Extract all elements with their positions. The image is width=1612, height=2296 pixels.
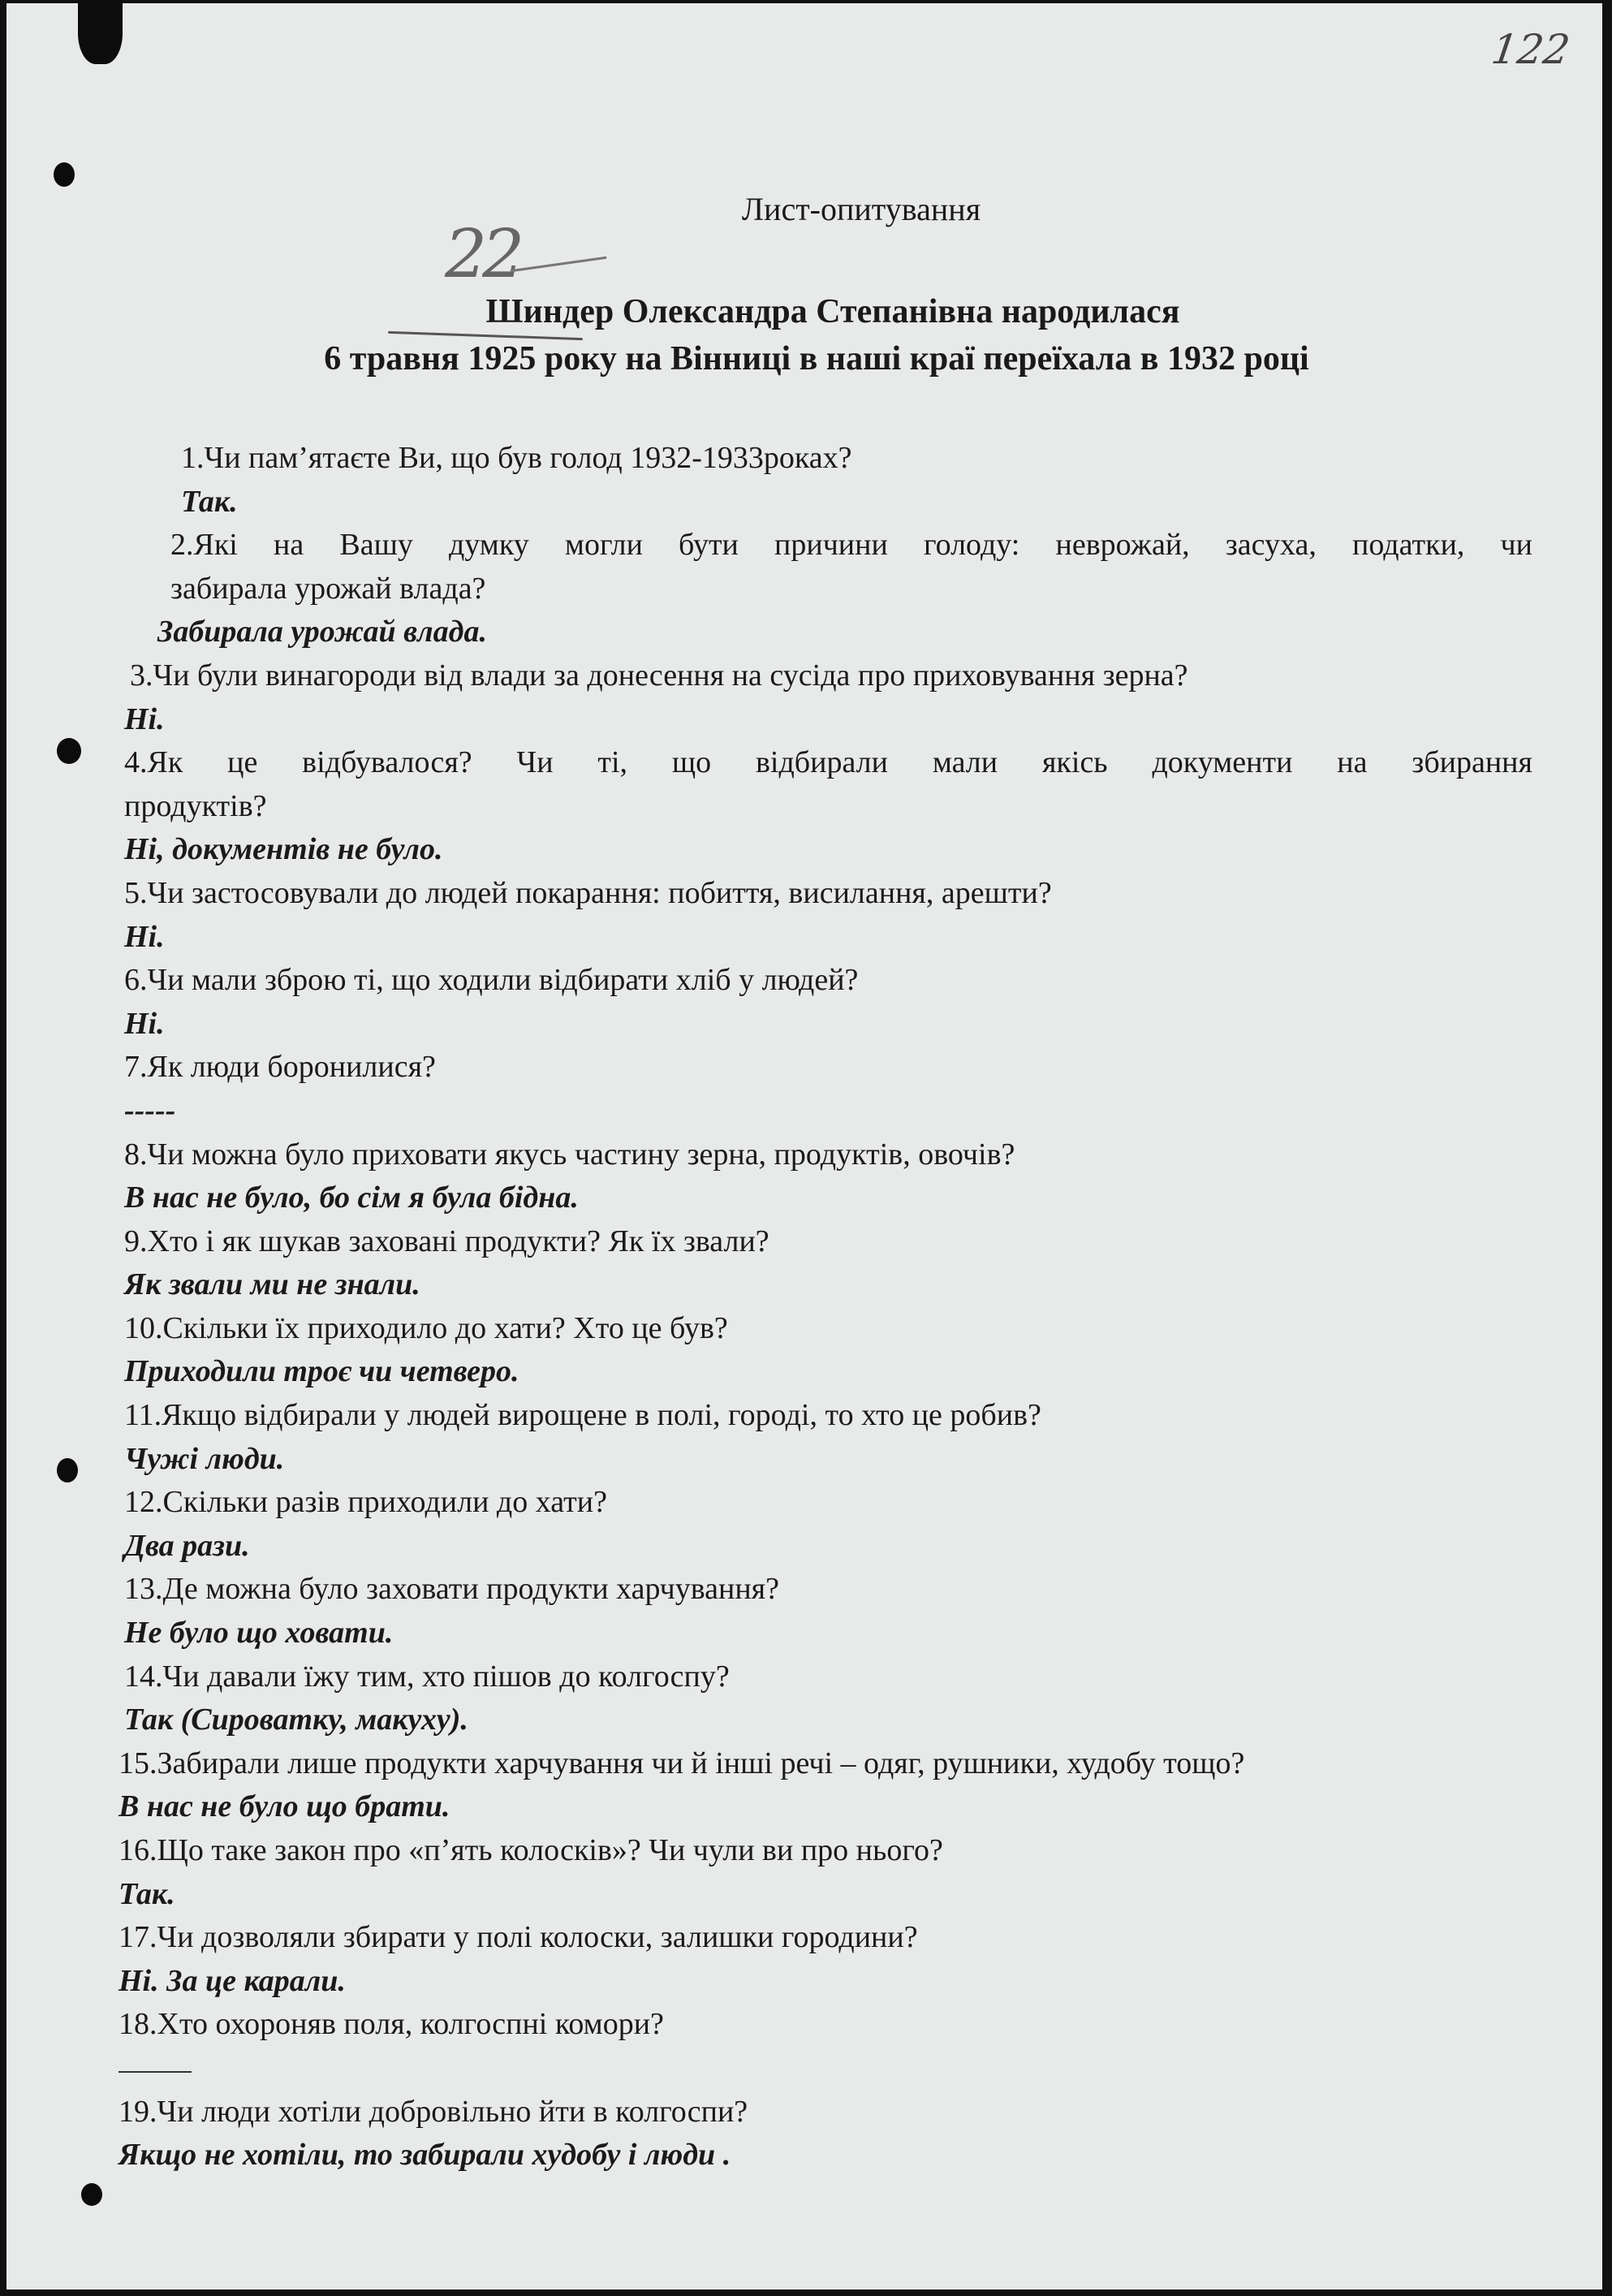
answer: Так (Сироватку, макуху). — [124, 1703, 468, 1737]
question: 15.Забирали лише продукти харчування чи й інші речі – одяг, рушники, худобу тощо? — [119, 1746, 1245, 1780]
question: 2.Які на Вашу думку могли бути причини голоду: неврожай, засуха, податки, чи — [170, 528, 1532, 563]
question: 18.Хто охороняв поля, колгоспні комори? — [119, 2007, 664, 2042]
answer: Так. — [119, 1876, 175, 1911]
question: 1.Чи пам’ятаєте Ви, що був голод 1932-1933роках? — [181, 441, 852, 475]
question-cont: забирала урожай влада? — [170, 571, 486, 606]
punch-hole — [54, 162, 75, 187]
question: 19.Чи люди хотіли добровільно йти в колгоспи? — [119, 2094, 748, 2129]
answer: Два рази. — [124, 1528, 250, 1563]
question: 12.Скільки разів приходили до хати? — [124, 1485, 607, 1520]
answer-blank — [6, 2047, 1532, 2091]
answer: Ні. — [124, 919, 165, 954]
respondent-name: Шиндер Олександра Степанівна народилася — [485, 293, 1180, 330]
question: 14.Чи давали їжу тим, хто пішов до колгоспу? — [124, 1659, 730, 1694]
document-page — [6, 3, 1602, 2290]
handwritten-number: 22 — [445, 216, 520, 293]
answer: Чужі люди. — [124, 1441, 285, 1476]
question: 11.Якщо відбирали у людей вирощене в полі, городі, то хто це робив? — [124, 1398, 1041, 1433]
respondent-bio: 6 травня 1925 року на Вінниці в наші краї переїхала в 1932 році — [324, 340, 1309, 378]
punch-hole — [81, 2183, 102, 2206]
question: 5.Чи застосовували до людей покарання: побиття, висилання, арешти? — [124, 875, 1052, 910]
question: 8.Чи можна було приховати якусь частину зерна, продуктів, овочів? — [124, 1137, 1015, 1172]
question: 17.Чи дозволяли збирати у полі колоски, залишки городини? — [119, 1920, 918, 1955]
question-cont: продуктів? — [124, 788, 267, 823]
blank-line — [119, 2047, 192, 2073]
page-number-handwritten: 122 — [1488, 26, 1573, 73]
answer: Ні. — [124, 701, 165, 736]
question: 3.Чи були винагороди від влади за донесення на сусіда про приховування зерна? — [130, 658, 1188, 693]
question: 9.Хто і як шукав заховані продукти? Як їх звали? — [124, 1224, 769, 1258]
answer: ----- — [124, 1093, 176, 1128]
document-title: Лист-опитування — [741, 191, 981, 227]
answer: Забирала урожай влада. — [157, 615, 487, 650]
answer: Ні. За це карали. — [119, 1963, 346, 1998]
answer: Якщо не хотіли, то забирали худобу і люди . — [119, 2138, 731, 2173]
question: 16.Що таке закон про «п’ять колосків»? Чи чули ви про нього? — [119, 1833, 943, 1867]
handwritten-stroke — [510, 257, 606, 273]
answer: Не було що ховати. — [124, 1616, 394, 1651]
answer: Ні. — [124, 1006, 165, 1041]
answer: В нас не було що брати. — [119, 1789, 450, 1824]
answer: Приходили троє чи четверо. — [124, 1354, 519, 1389]
answer: Так. — [181, 484, 238, 519]
question: 4.Як це відбувалося? Чи ті, що відбирали мали якісь документи на збирання — [124, 745, 1532, 780]
questionnaire — [6, 437, 1532, 2177]
question: 13.Де можна було заховати продукти харчування? — [124, 1572, 780, 1607]
question: 10.Скільки їх приходило до хати? Хто це був? — [124, 1310, 728, 1345]
answer: В нас не було, бо сім я була бідна. — [124, 1180, 579, 1215]
question: 7.Як люди боронилися? — [124, 1050, 436, 1085]
punch-hole — [78, 0, 123, 64]
question: 6.Чи мали зброю ті, що ходили відбирати хліб у людей? — [124, 963, 859, 998]
answer: Як звали ми не знали. — [124, 1267, 420, 1302]
answer: Ні, документів не було. — [124, 832, 443, 867]
